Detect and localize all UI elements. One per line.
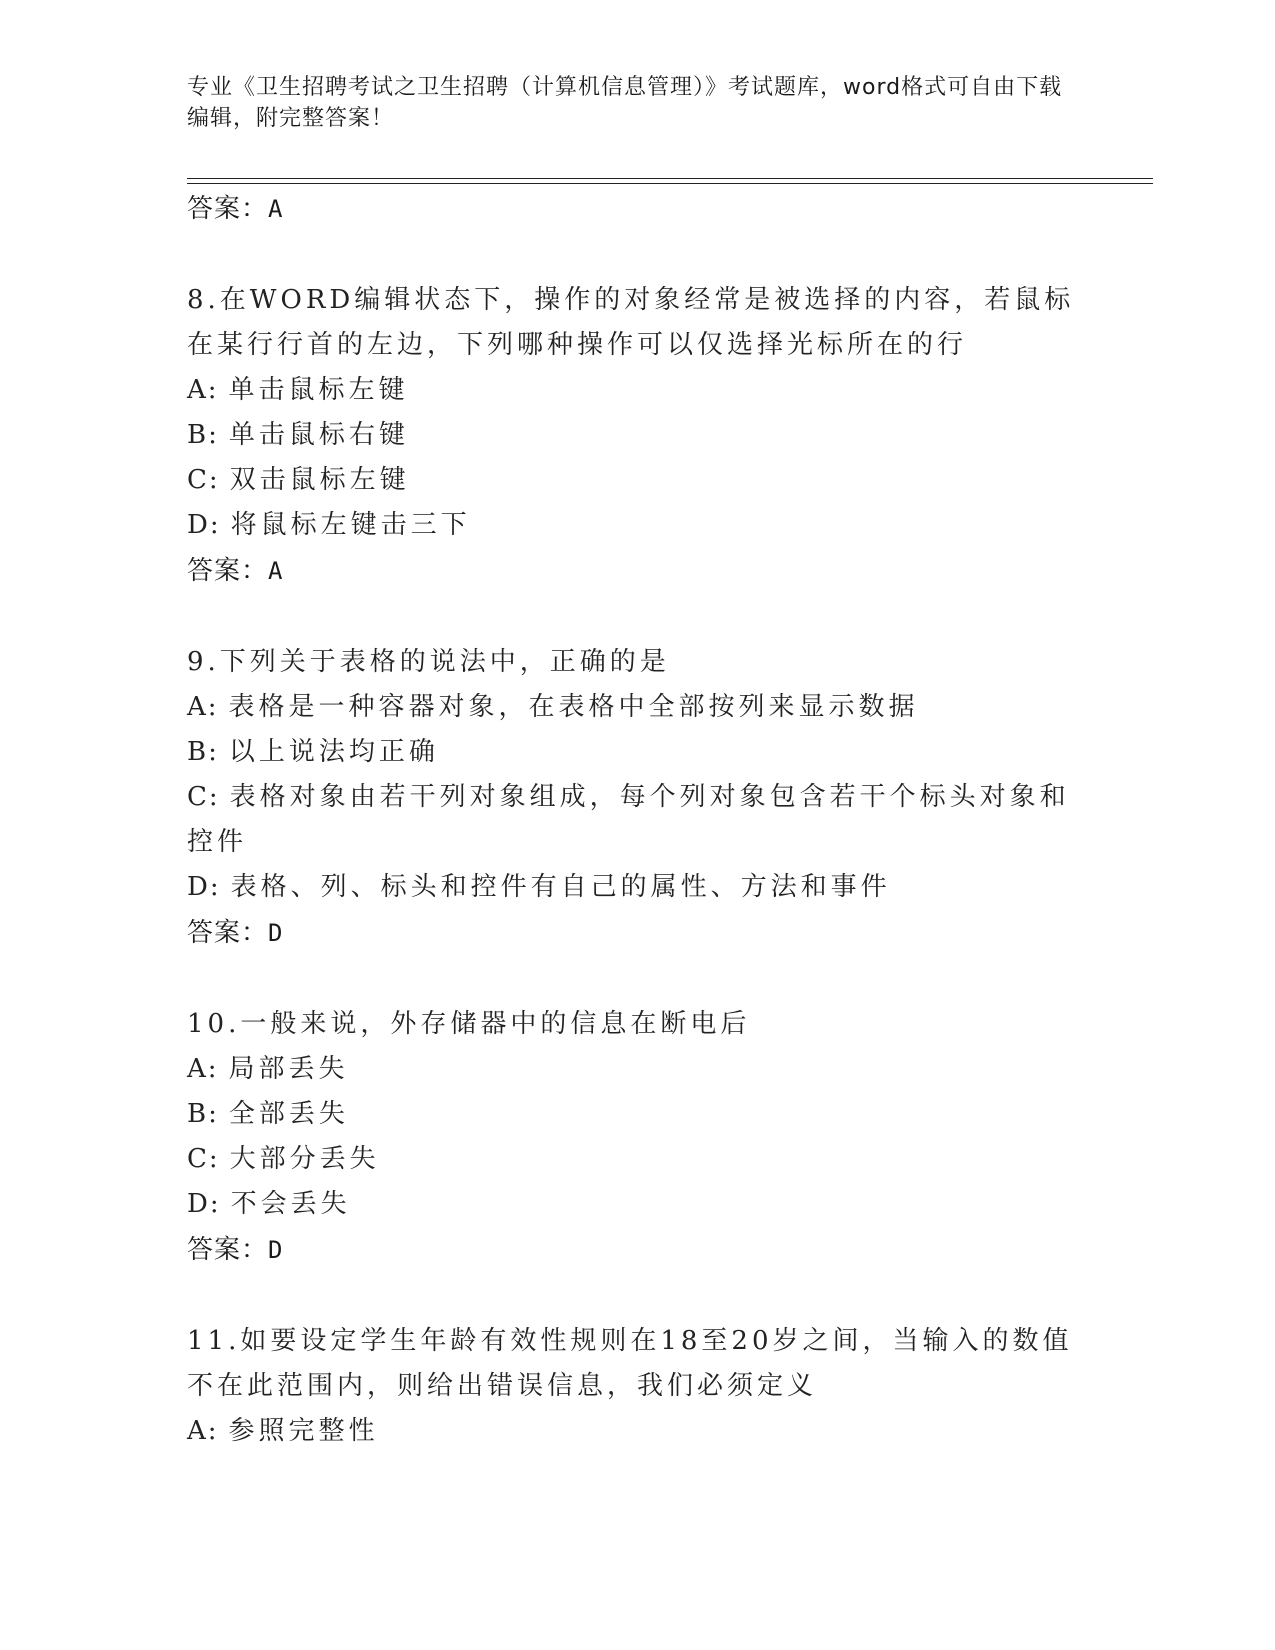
option-d <box>187 1182 1087 1227</box>
answer-label: 答案： <box>187 194 269 224</box>
option-text: 全部丢失 <box>228 1099 349 1129</box>
answer-line <box>187 186 1087 232</box>
option-c <box>187 1137 1087 1182</box>
question-10 <box>187 1002 1087 1273</box>
option-c <box>187 458 1087 503</box>
spacer <box>187 594 1087 640</box>
answer-label: 答案： <box>187 1235 269 1265</box>
option-a <box>187 1047 1087 1092</box>
option-letter: D: <box>187 1189 221 1219</box>
option-text: 参照完整性 <box>228 1416 379 1446</box>
option-text: 以上说法均正确 <box>228 737 439 767</box>
option-text: 单击鼠标左键 <box>228 375 409 405</box>
answer-value: D <box>268 1236 284 1264</box>
answer-value: A <box>268 195 284 223</box>
option-text: 局部丢失 <box>228 1054 349 1084</box>
option-a <box>187 368 1087 413</box>
option-letter: B: <box>187 737 219 767</box>
option-letter: A: <box>187 1416 219 1446</box>
spacer <box>187 956 1087 1002</box>
option-a <box>187 685 1087 730</box>
answer-value: D <box>268 919 284 947</box>
option-c <box>187 775 1087 865</box>
page-header: 专业《卫生招聘考试之卫生招聘（计算机信息管理）》考试题库，word格式可自由下载编辑，附完整答案！ <box>187 75 1063 131</box>
option-letter: C: <box>187 1144 220 1174</box>
option-letter: A: <box>187 375 219 405</box>
question-text: 8.在WORD编辑状态下，操作的对象经常是被选择的内容，若鼠标在某行行首的左边，下列哪种操作可以仅选择光标所在的行 <box>187 285 1075 360</box>
option-letter: B: <box>187 1099 219 1129</box>
answer-label: 答案： <box>187 918 269 948</box>
option-letter: C: <box>187 465 220 495</box>
option-letter: B: <box>187 420 219 450</box>
document-body <box>187 186 1087 1454</box>
option-b <box>187 413 1087 458</box>
question-8 <box>187 278 1087 594</box>
option-letter: D: <box>187 510 221 540</box>
option-text: 双击鼠标左键 <box>229 465 410 495</box>
option-b <box>187 1092 1087 1137</box>
option-letter: A: <box>187 692 219 722</box>
answer-line <box>187 1227 1087 1273</box>
spacer <box>187 1273 1087 1319</box>
answer-label: 答案： <box>187 556 269 586</box>
option-letter: D: <box>187 872 221 902</box>
question-text: 11.如要设定学生年龄有效性规则在18至20岁之间，当输入的数值不在此范围内，则给出错误信息，我们必须定义 <box>187 1326 1073 1401</box>
option-letter: A: <box>187 1054 219 1084</box>
answer-value: A <box>268 557 284 585</box>
spacer <box>187 232 1087 278</box>
option-b <box>187 730 1087 775</box>
option-text: 表格、列、标头和控件有自己的属性、方法和事件 <box>230 872 891 902</box>
option-text: 表格是一种容器对象，在表格中全部按列来显示数据 <box>228 692 919 722</box>
header-rule-top <box>187 178 1153 179</box>
option-d <box>187 503 1087 548</box>
answer-line <box>187 548 1087 594</box>
option-text: 将鼠标左键击三下 <box>230 510 471 540</box>
option-d <box>187 865 1087 910</box>
question-11 <box>187 1319 1087 1454</box>
question-9 <box>187 640 1087 956</box>
option-text: 不会丢失 <box>230 1189 351 1219</box>
question-text: 9.下列关于表格的说法中，正确的是 <box>187 647 670 677</box>
option-letter: C: <box>187 782 220 812</box>
option-text: 单击鼠标右键 <box>228 420 409 450</box>
answer-line <box>187 910 1087 956</box>
option-text: 大部分丢失 <box>229 1144 380 1174</box>
question-text: 10.一般来说，外存储器中的信息在断电后 <box>187 1009 751 1039</box>
header-rule-bottom <box>187 183 1153 184</box>
option-text: 表格对象由若干列对象组成，每个列对象包含若干个标头对象和控件 <box>187 782 1070 857</box>
option-a <box>187 1409 1087 1454</box>
